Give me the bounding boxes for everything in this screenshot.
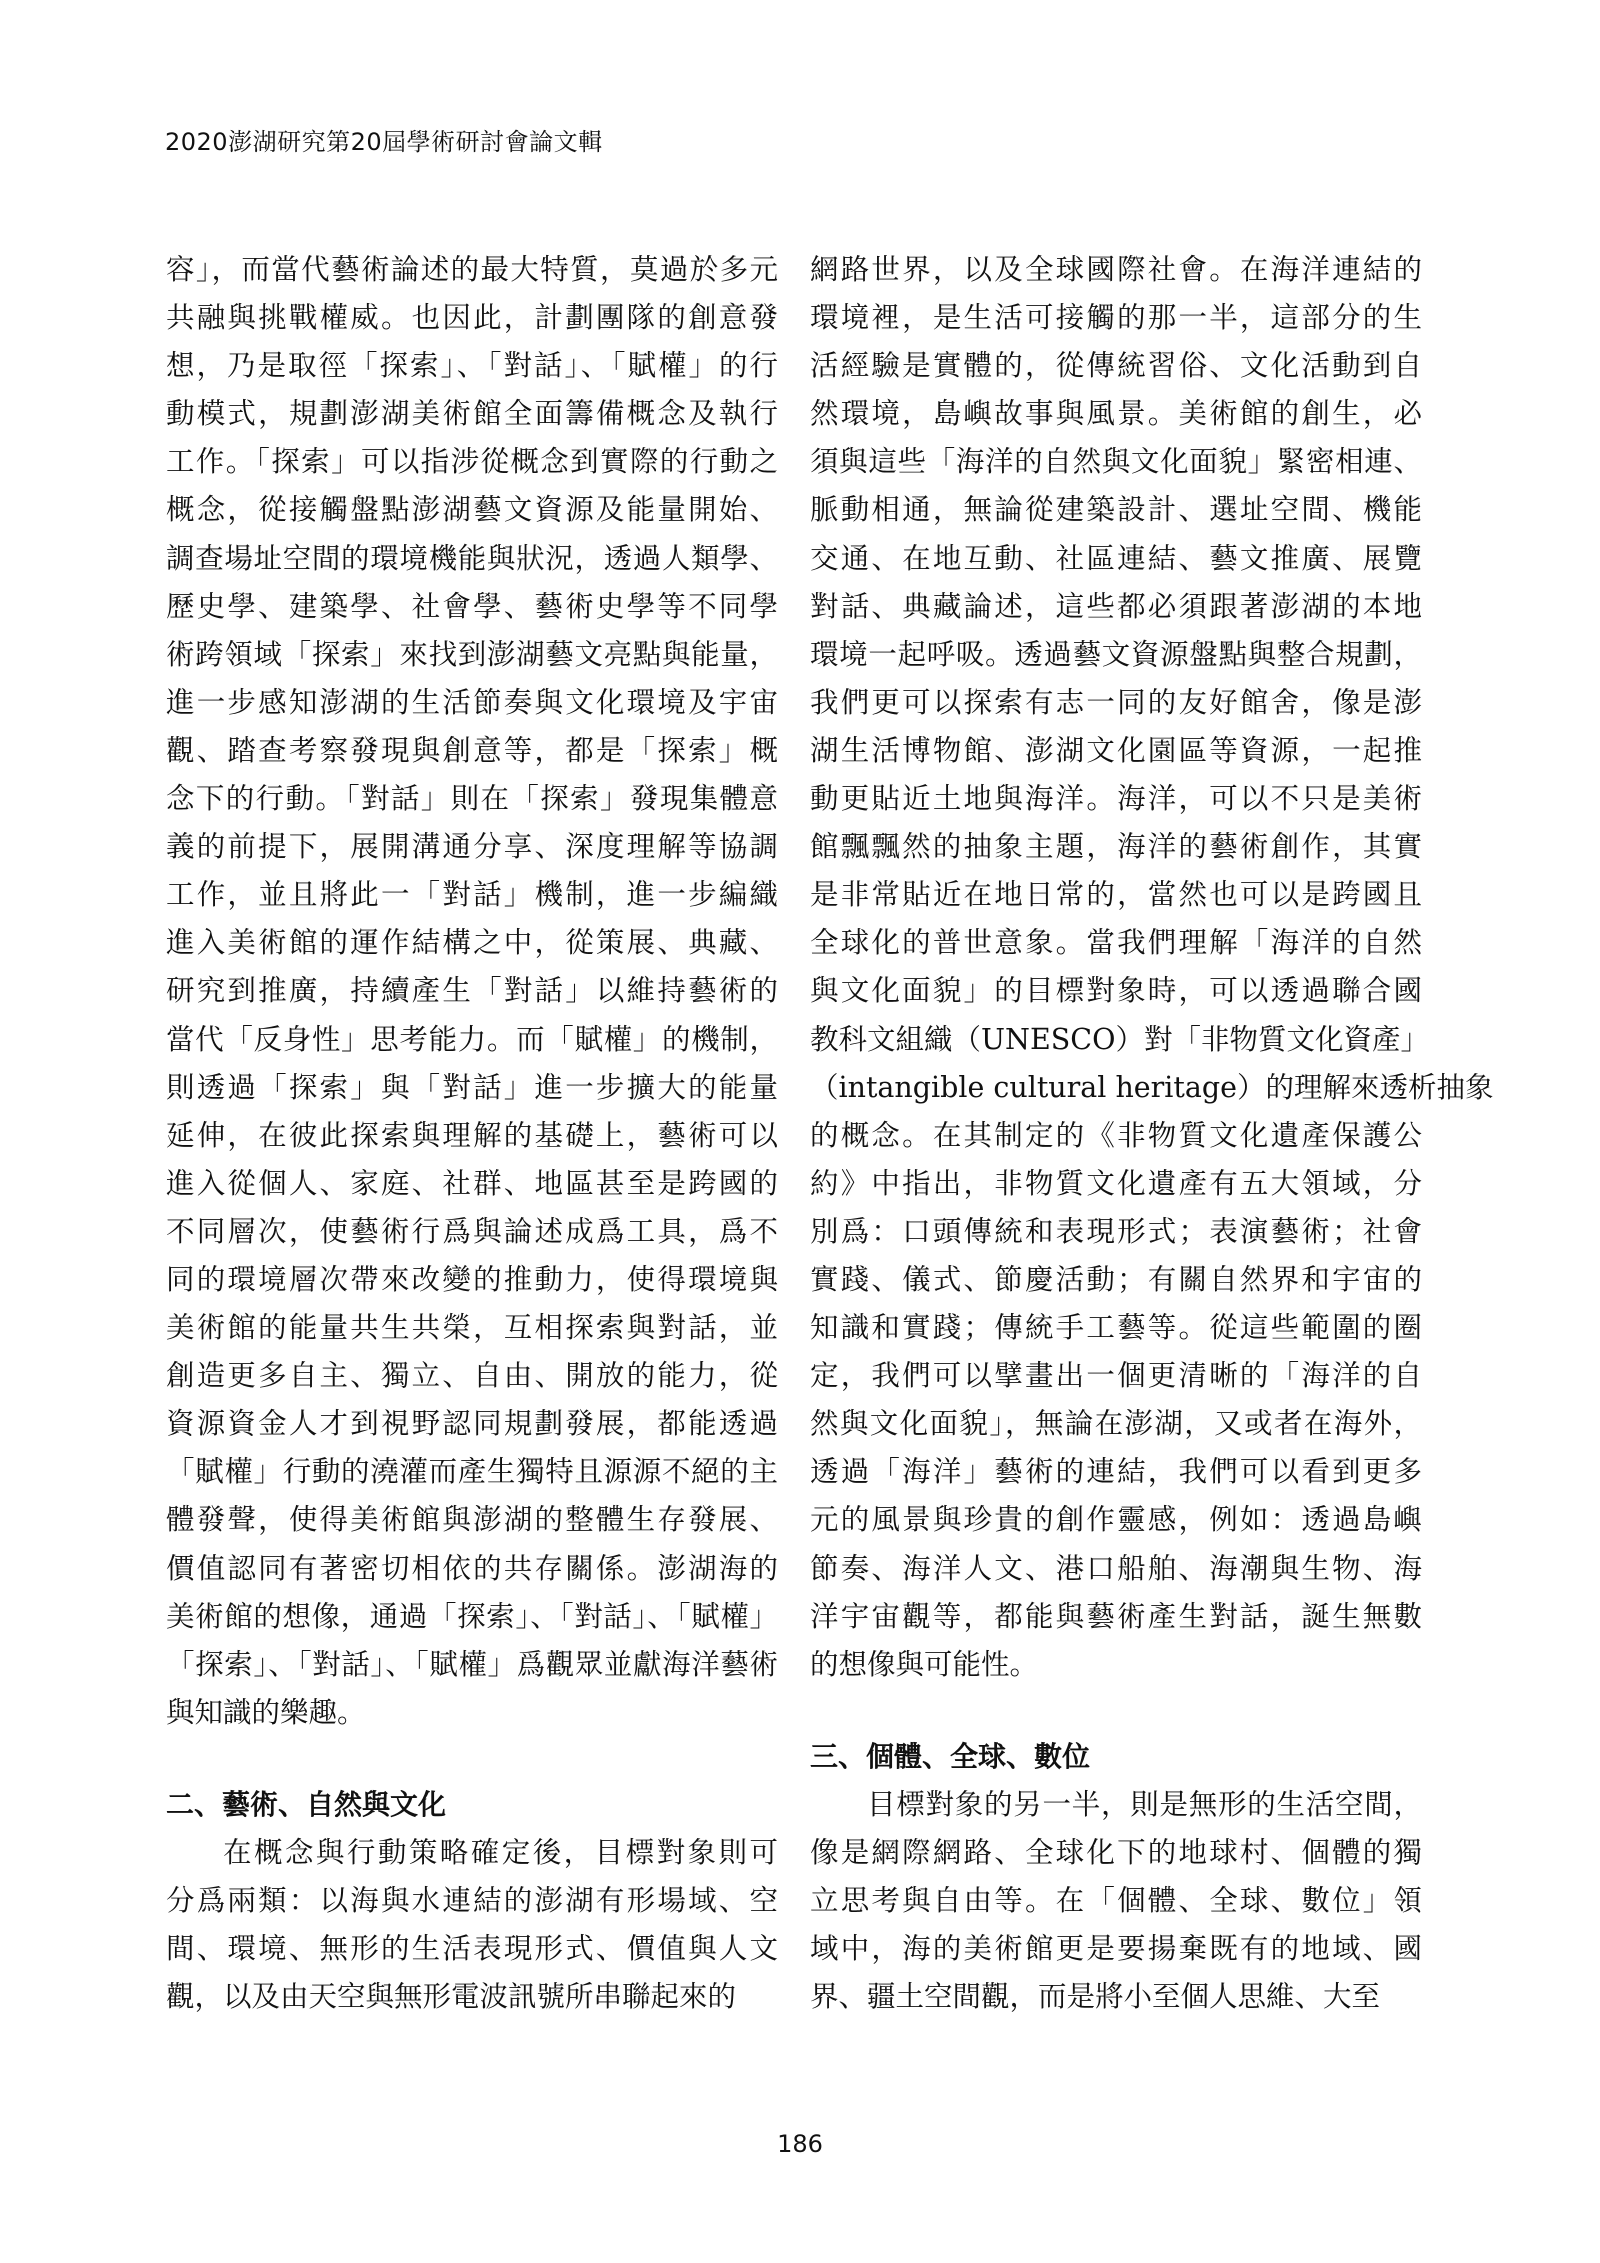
text-line: 湖生活博物館、澎湖文化園區等資源，一起推 [810, 733, 1422, 767]
text-line: 間、環境、無形的生活表現形式、價值與人文 [166, 1932, 778, 1966]
text-line: 是非常貼近在地日常的，當然也可以是跨國且 [810, 878, 1422, 912]
section-gap [166, 1737, 778, 1781]
text-line: 活經驗是實體的，從傳統習俗、文化活動到自 [810, 349, 1422, 383]
text-line: 定，我們可以擘畫出一個更清晰的「海洋的自 [810, 1359, 1422, 1393]
text-line: 資源資金人才到視野認同規劃發展，都能透過 [166, 1407, 778, 1441]
right-paragraph-2 [810, 1781, 1422, 2021]
text-line: 實踐、儀式、節慶活動；有關自然界和宇宙的 [810, 1262, 1422, 1296]
text-line: 知識和實踐；傳統手工藝等。從這些範圍的圈 [810, 1311, 1422, 1345]
text-line: 網路世界，以及全球國際社會。在海洋連結的 [810, 253, 1422, 286]
text-line: 透過「海洋」藝術的連結，我們可以看到更多 [810, 1455, 1422, 1489]
text-line: 然環境，島嶼故事與風景。美術館的創生，必 [810, 397, 1422, 431]
text-line: 元的風景與珍貴的創作靈感，例如：透過島嶼 [810, 1503, 1422, 1537]
text-line: 與文化面貌」的目標對象時，可以透過聯合國 [810, 974, 1422, 1008]
text-line: 義的前提下，展開溝通分享、深度理解等協調 [166, 830, 778, 864]
text-line: 節奏、海洋人文、港口船舶、海潮與生物、海 [810, 1551, 1422, 1585]
text-line: 延伸，在彼此探索與理解的基礎上，藝術可以 [166, 1118, 778, 1152]
page-number: 186 [777, 2130, 823, 2158]
text-line: 館飄飄然的抽象主題，海洋的藝術創作，其實 [810, 830, 1422, 864]
text-line: 共融與挑戰權威。也因此，計劃團隊的創意發 [166, 301, 778, 335]
text-line: 環境一起呼吸。透過藝文資源盤點與整合規劃， [810, 637, 1422, 671]
text-line: 對話、典藏論述，這些都必須跟著澎湖的本地 [810, 589, 1422, 623]
text-line: 價值認同有著密切相依的共存關係。澎湖海的 [166, 1551, 778, 1585]
text-line: 環境裡，是生活可接觸的那一半，這部分的生 [810, 301, 1422, 335]
text-line: 洋宇宙觀等，都能與藝術產生對話，誕生無數 [810, 1599, 1422, 1633]
text-line: 教科文組織（UNESCO）對「非物質文化資產」 [810, 1022, 1429, 1056]
text-line: 同的環境層次帶來改變的推動力，使得環境與 [166, 1262, 778, 1296]
text-line: 分爲兩類：以海與水連結的澎湖有形場域、空 [166, 1884, 778, 1917]
section-heading-2: 二、藝術、自然與文化 [166, 1787, 447, 1821]
text-line: 工作，並且將此一「對話」機制，進一步編織 [166, 878, 778, 912]
text-line: 「探索」、「對話」、「賦權」爲觀眾並獻海洋藝術 [166, 1647, 778, 1681]
text-line: 域中，海的美術館更是要揚棄既有的地域、國 [810, 1932, 1422, 1966]
left-column [166, 246, 778, 2021]
text-line: 別爲：口頭傳統和表現形式；表演藝術；社會 [810, 1214, 1422, 1248]
text-line: 在概念與行動策略確定後，目標對象則可 [223, 1835, 778, 1869]
right-column [810, 246, 1494, 2021]
text-line: 工作。「探索」可以指涉從概念到實際的行動之 [166, 445, 778, 479]
text-line: 約》中指出，非物質文化遺產有五大領域，分 [810, 1166, 1422, 1200]
running-header: 2020澎湖研究第20屆學術研討會論文輯 [165, 128, 603, 156]
text-line: 想，乃是取徑「探索」、「對話」、「賦權」的行 [166, 349, 778, 383]
text-line: 創造更多自主、獨立、自由、開放的能力，從 [166, 1359, 778, 1393]
text-line: 進一步感知澎湖的生活節奏與文化環境及宇宙 [166, 685, 778, 719]
text-line: 的概念。在其制定的《非物質文化遺產保護公 [810, 1118, 1422, 1152]
text-line: 調查場址空間的環境機能與狀況，透過人類學、 [166, 541, 778, 575]
text-line: 當代「反身性」思考能力。而「賦權」的機制， [166, 1022, 778, 1056]
text-line: 立思考與自由等。在「個體、全球、數位」領 [810, 1884, 1422, 1917]
text-line: 目標對象的另一半，則是無形的生活空間， [867, 1787, 1422, 1821]
text-line: 界、疆土空間觀，而是將小至個人思維、大至 [810, 1980, 1381, 2014]
text-line: 我們更可以探索有志一同的友好館舍，像是澎 [810, 685, 1422, 719]
text-line: 然與文化面貌」，無論在澎湖，又或者在海外， [810, 1407, 1422, 1441]
text-line: 不同層次，使藝術行爲與論述成爲工具，爲不 [166, 1214, 778, 1248]
text-line: 動更貼近土地與海洋。海洋，可以不只是美術 [810, 782, 1422, 816]
text-line: 體發聲，使得美術館與澎湖的整體生存發展、 [166, 1503, 778, 1537]
text-line: 動模式，規劃澎湖美術館全面籌備概念及執行 [166, 397, 778, 431]
left-paragraph-2 [166, 1829, 778, 2021]
text-line: 容」，而當代藝術論述的最大特質，莫過於多元 [166, 253, 778, 286]
text-line: 觀，以及由天空與無形電波訊號所串聯起來的 [166, 1980, 737, 2014]
text-line: 脈動相通，無論從建築設計、選址空間、機能 [810, 493, 1422, 527]
text-line: 進入美術館的運作結構之中，從策展、典藏、 [166, 926, 778, 960]
section-heading-3: 三、個體、全球、數位 [810, 1739, 1091, 1773]
text-line: 美術館的能量共生共榮，互相探索與對話，並 [166, 1311, 778, 1345]
text-line: 「賦權」行動的澆灌而產生獨特且源源不絕的主 [166, 1455, 778, 1489]
text-line: 美術館的想像，通過「探索」、「對話」、「賦權」 [166, 1599, 778, 1633]
text-line: 與知識的樂趣。 [166, 1695, 366, 1729]
text-line: （intangible cultural heritage）的理解來透析抽象 [810, 1070, 1494, 1104]
text-line: 研究到推廣，持續產生「對話」以維持藝術的 [166, 974, 778, 1008]
text-line: 念下的行動。「對話」則在「探索」發現集體意 [166, 782, 778, 816]
text-line: 全球化的普世意象。當我們理解「海洋的自然 [810, 926, 1422, 960]
text-line: 歷史學、建築學、社會學、藝術史學等不同學 [166, 589, 778, 623]
section-gap [810, 1689, 1422, 1733]
text-line: 術跨領域「探索」來找到澎湖藝文亮點與能量， [166, 637, 778, 671]
text-line: 概念，從接觸盤點澎湖藝文資源及能量開始、 [166, 493, 778, 527]
text-line: 須與這些「海洋的自然與文化面貌」緊密相連、 [810, 445, 1422, 479]
text-line: 像是網際網路、全球化下的地球村、個體的獨 [810, 1835, 1422, 1869]
text-line: 的想像與可能性。 [810, 1647, 1039, 1681]
text-line: 交通、在地互動、社區連結、藝文推廣、展覽 [810, 541, 1422, 575]
text-line: 則透過「探索」與「對話」進一步擴大的能量 [166, 1070, 778, 1104]
text-line: 進入從個人、家庭、社群、地區甚至是跨國的 [166, 1166, 778, 1200]
text-line: 觀、踏查考察發現與創意等，都是「探索」概 [166, 733, 778, 767]
left-paragraph-1 [166, 246, 778, 1737]
right-paragraph-1 [810, 246, 1494, 1689]
